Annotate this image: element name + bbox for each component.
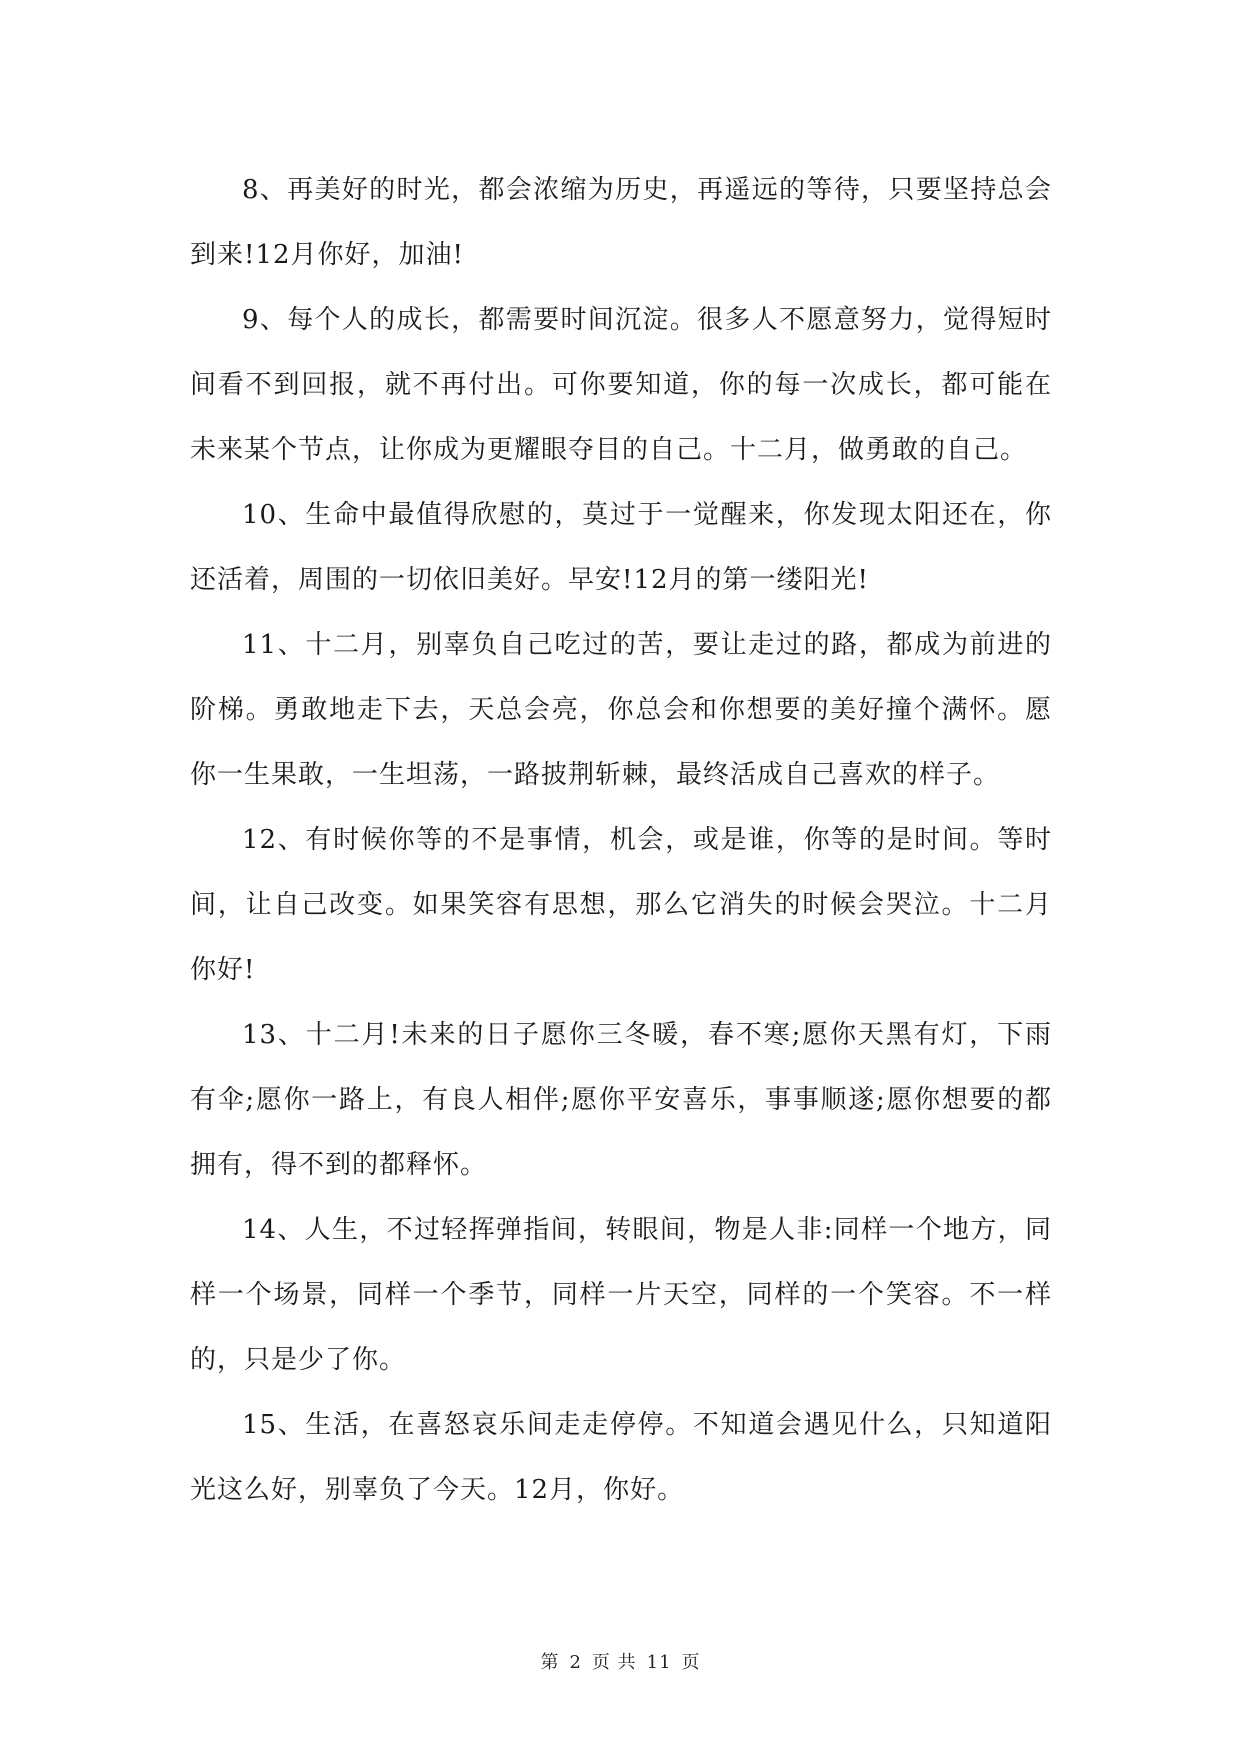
page-footer <box>0 1648 1241 1674</box>
footer-total-pages: 11 <box>646 1652 672 1673</box>
paragraph-13: 13、十二月!未来的日子愿你三冬暖，春不寒;愿你天黑有灯，下雨有伞;愿你一路上，有良人相伴;愿你平安喜乐，事事顺遂;愿你想要的都拥有，得不到的都释怀。 <box>190 1020 1052 1180</box>
paragraph-10: 10、生命中最值得欣慰的，莫过于一觉醒来，你发现太阳还在，你还活着，周围的一切依旧美好。早安!12月的第一缕阳光! <box>190 500 1052 595</box>
paragraph-8: 8、再美好的时光，都会浓缩为历史，再遥远的等待，只要坚持总会到来!12月你好，加油! <box>190 175 1052 270</box>
document-body <box>190 158 1052 1523</box>
paragraph-12: 12、有时候你等的不是事情，机会，或是谁，你等的是时间。等时间，让自己改变。如果笑容有思想，那么它消失的时候会哭泣。十二月你好! <box>190 825 1052 985</box>
paragraph-15: 15、生活，在喜怒哀乐间走走停停。不知道会遇见什么，只知道阳光这么好，别辜负了今天。12月，你好。 <box>190 1410 1052 1505</box>
paragraph-11: 11、十二月，别辜负自己吃过的苦，要让走过的路，都成为前进的阶梯。勇敢地走下去，天总会亮，你总会和你想要的美好撞个满怀。愿你一生果敢，一生坦荡，一路披荆斩棘，最终活成自己喜欢的样子。 <box>190 630 1052 790</box>
footer-middle: 页 共 <box>591 1652 637 1673</box>
footer-current-page: 2 <box>569 1652 582 1673</box>
footer-prefix: 第 <box>540 1652 560 1673</box>
paragraph-14: 14、人生，不过轻挥弹指间，转眼间，物是人非:同样一个地方，同样一个场景，同样一个季节，同样一片天空，同样的一个笑容。不一样的，只是少了你。 <box>190 1215 1052 1375</box>
paragraph-9: 9、每个人的成长，都需要时间沉淀。很多人不愿意努力，觉得短时间看不到回报，就不再付出。可你要知道，你的每一次成长，都可能在未来某个节点，让你成为更耀眼夺目的自己。十二月，做勇敢的自己。 <box>190 305 1052 465</box>
footer-suffix: 页 <box>681 1652 701 1673</box>
